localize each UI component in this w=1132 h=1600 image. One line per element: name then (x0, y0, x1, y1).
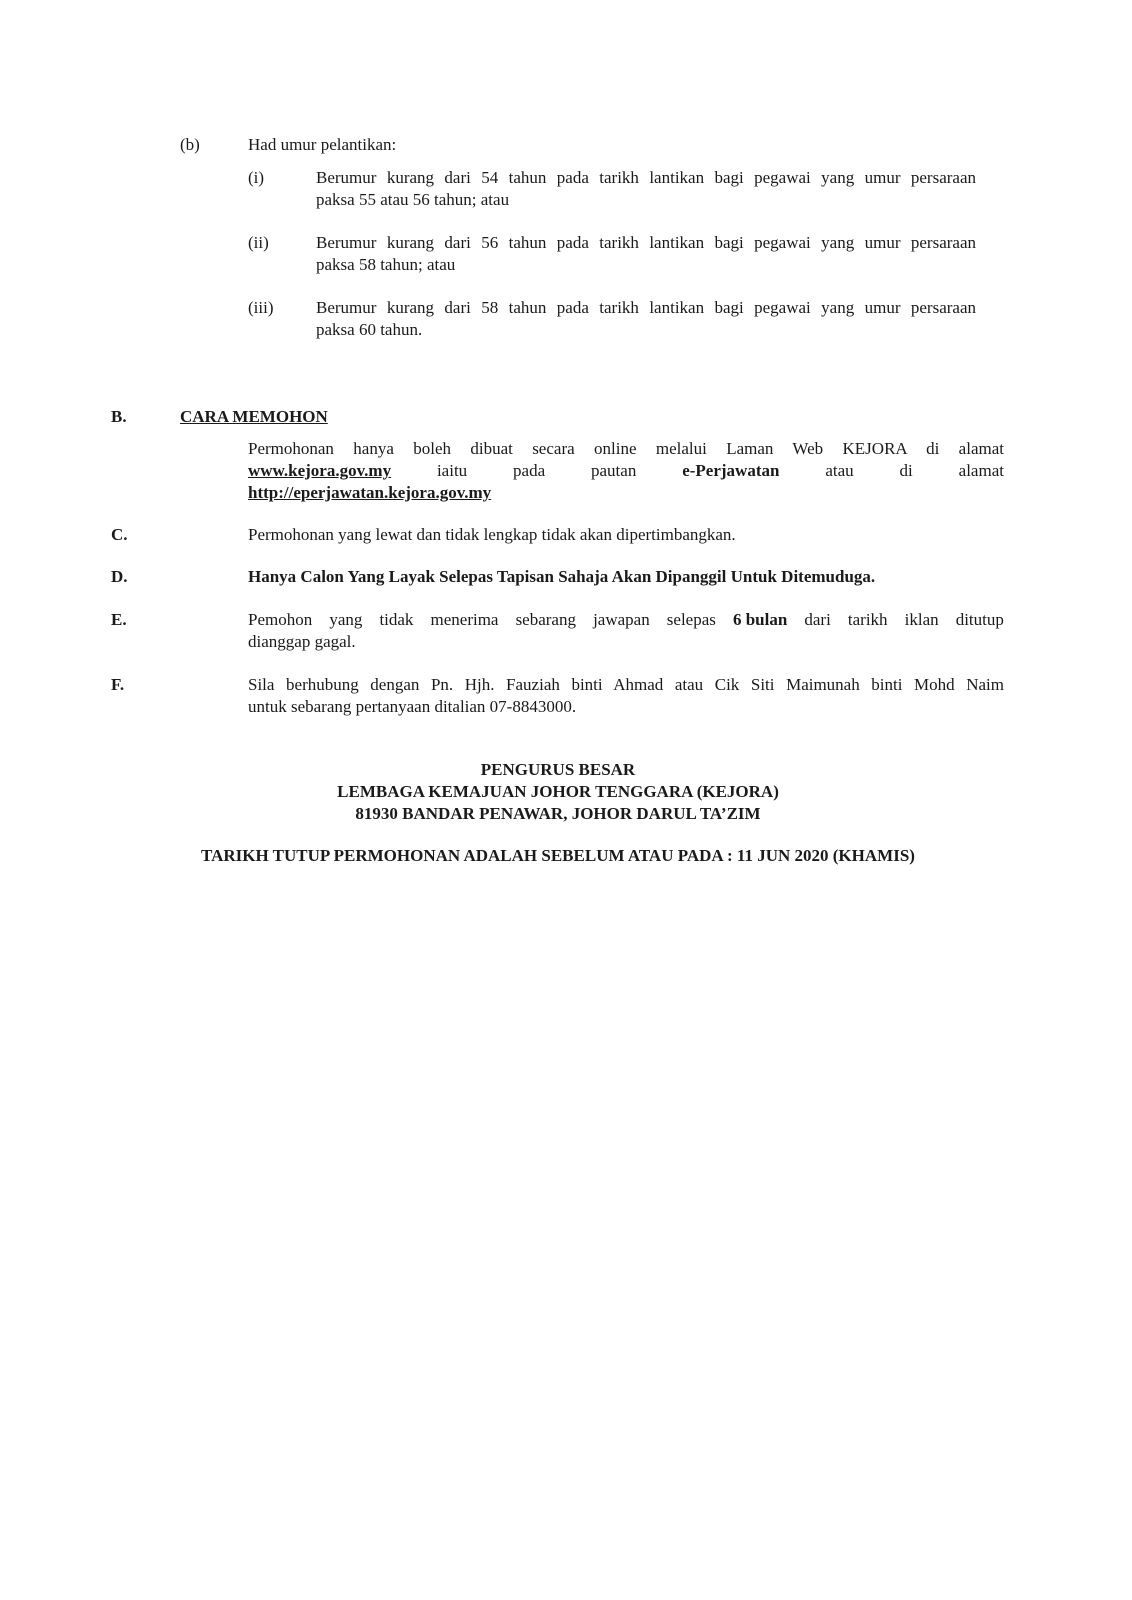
sub-item-ii (316, 232, 976, 276)
signature-address: 81930 BANDAR PENAWAR, JOHOR DARUL TA’ZIM (355, 804, 761, 823)
age-limit-title: Had umur pelantikan: (248, 135, 397, 154)
sub-item-i-line2: paksa 55 atau 56 tahun; atau (316, 190, 510, 209)
w-iklan: iklan (904, 610, 939, 629)
w-menerima: menerima (430, 610, 499, 629)
sub-item-ii-line2: paksa 58 tahun; atau (316, 255, 456, 274)
how-to-apply-paragraph (248, 438, 1004, 504)
sub-item-label-ii: (ii) (248, 233, 269, 252)
w-pemohon: Pemohon (248, 610, 313, 629)
w-tidak: tidak (379, 610, 414, 629)
how-to-apply-line2 (248, 460, 1004, 482)
closing-date: TARIKH TUTUP PERMOHONAN ADALAH SEBELUM ATAU PADA : 11 JUN 2020 (KHAMIS) (201, 846, 915, 865)
no-reply-line1 (248, 609, 1004, 631)
sub-item-i-line1: Berumur kurang dari 54 tahun pada tarikh lantikan bagi pegawai yang umur persaraan (316, 168, 976, 187)
sub-item-i (316, 167, 976, 211)
w-sebarang: sebarang (515, 610, 576, 629)
text-pada: pada (513, 461, 546, 480)
sub-item-iii-line1: Berumur kurang dari 58 tahun pada tarikh lantikan bagi pegawai yang umur persaraan (316, 298, 976, 317)
item-label-b: (b) (180, 135, 200, 154)
section-label-c: C. (111, 525, 128, 544)
w-ditutup: ditutup (955, 610, 1004, 629)
signature-organization: LEMBAGA KEMAJUAN JOHOR TENGGARA (KEJORA) (337, 782, 779, 801)
late-application-note: Permohonan yang lewat dan tidak lengkap tidak akan dipertimbangkan. (248, 525, 736, 544)
w-dari: dari (804, 610, 831, 629)
text-iaitu: iaitu (436, 461, 468, 480)
section-label-e: E. (111, 610, 127, 629)
section-heading-how-to-apply: CARA MEMOHON (180, 407, 328, 426)
contact-paragraph (248, 674, 1004, 718)
section-label-d: D. (111, 567, 128, 586)
signature-title: PENGURUS BESAR (480, 760, 636, 779)
text-alamat: alamat (958, 461, 1004, 480)
text-pautan: pautan (591, 461, 637, 480)
interview-note: Hanya Calon Yang Layak Selepas Tapisan Sahaja Akan Dipanggil Untuk Ditemuduga. (248, 567, 876, 586)
sub-item-iii-line2: paksa 60 tahun. (316, 320, 423, 339)
section-label-b: B. (111, 407, 127, 426)
no-reply-line2: dianggap gagal. (248, 632, 356, 651)
sub-item-label-iii: (iii) (248, 298, 274, 317)
w-yang: yang (329, 610, 363, 629)
sub-item-label-i: (i) (248, 168, 265, 187)
text-di: di (899, 461, 913, 480)
sub-item-iii (316, 297, 976, 341)
no-reply-paragraph (248, 609, 1004, 653)
kejora-website-link[interactable]: www.kejora.gov.my (248, 461, 392, 480)
text-atau: atau (825, 461, 854, 480)
w-jawapan: jawapan (593, 610, 650, 629)
sub-item-ii-line1: Berumur kurang dari 56 tahun pada tarikh lantikan bagi pegawai yang umur persaraan (316, 233, 976, 252)
section-label-f: F. (111, 675, 125, 694)
eperjawatan-link[interactable]: http://eperjawatan.kejora.gov.my (248, 483, 492, 502)
contact-line2: untuk sebarang pertanyaan ditalian 07-8843000. (248, 697, 577, 716)
signature-block (0, 759, 1116, 825)
how-to-apply-line1: Permohonan hanya boleh dibuat secara online melalui Laman Web KEJORA di alamat (248, 439, 1004, 458)
six-months-text: 6 bulan (732, 610, 788, 629)
e-perjawatan-label: e-Perjawatan (682, 461, 780, 480)
contact-line1: Sila berhubung dengan Pn. Hjh. Fauziah binti Ahmad atau Cik Siti Maimunah binti Mohd Naim (248, 675, 1004, 694)
how-to-apply-line3 (248, 482, 1004, 504)
w-tarikh: tarikh (847, 610, 888, 629)
w-selepas: selepas (666, 610, 716, 629)
